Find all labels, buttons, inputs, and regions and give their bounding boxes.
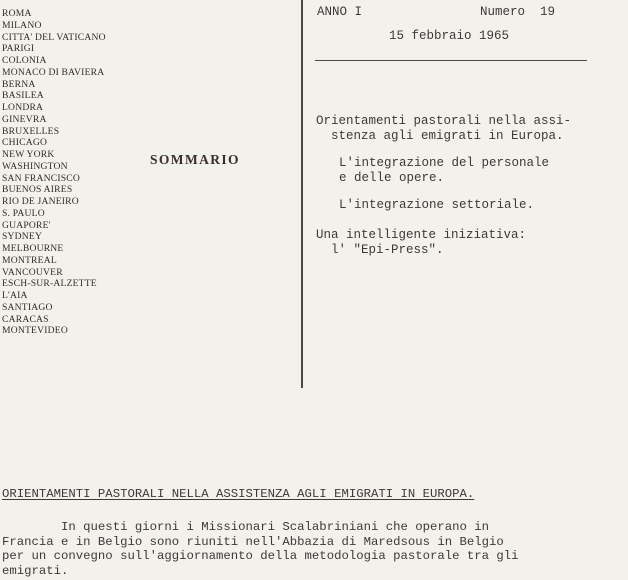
city-item: VANCOUVER	[2, 266, 63, 278]
city-item: CITTA' DEL VATICANO	[2, 31, 106, 43]
city-item: MONTREAL	[2, 254, 57, 266]
city-item: BASILEA	[2, 90, 44, 102]
contents-item: L'integrazione del personale e delle opere.	[339, 156, 550, 185]
city-list	[2, 8, 106, 337]
city-item: CARACAS	[2, 313, 49, 325]
city-item: GUAPORE'	[2, 219, 51, 231]
city-item: ESCH-SUR-ALZETTE	[2, 278, 97, 290]
contents-item: Orientamenti pastorali nella assi- stenza agli emigrati in Europa.	[316, 114, 572, 143]
city-item: S. PAULO	[2, 207, 45, 219]
city-item: BUENOS AIRES	[2, 184, 73, 196]
city-item: ROMA	[2, 8, 32, 19]
city-item: WASHINGTON	[2, 160, 68, 172]
city-item: COLONIA	[2, 55, 47, 66]
city-item: NEW YORK	[2, 149, 55, 160]
sommario-heading: SOMMARIO	[150, 152, 240, 167]
city-item: LONDRA	[2, 102, 44, 113]
body-line: per un convegno sull'aggiornamento della metodologia pastorale tra gli	[2, 549, 519, 564]
header-divider	[315, 60, 587, 61]
city-item: SYDNEY	[2, 231, 43, 243]
city-item: BERNA	[2, 78, 36, 90]
city-item: BRUXELLES	[2, 125, 60, 137]
issue-date: 15 febbraio 1965	[389, 29, 510, 43]
article-title: ORIENTAMENTI PASTORALI NELLA ASSISTENZA AGLI EMIGRATI IN EUROPA.	[2, 487, 475, 501]
article-body	[2, 520, 519, 578]
city-item: PARIGI	[2, 43, 35, 55]
contents-item: Una intelligente iniziativa: l' "Epi-Press".	[316, 228, 527, 257]
contents-item: L'integrazione settoriale.	[339, 198, 535, 212]
issue-number: Numero 19	[480, 5, 556, 19]
city-item: GINEVRA	[2, 113, 47, 125]
city-item: MONTEVIDEO	[2, 325, 68, 337]
city-item: SAN FRANCISCO	[2, 172, 81, 184]
city-item: MONACO DI BAVIERA	[2, 66, 105, 78]
vertical-divider	[301, 0, 303, 388]
body-line: In questi giorni i Missionari Scalabriniani che operano in	[2, 520, 490, 534]
city-item: RIO DE JANEIRO	[2, 196, 79, 207]
city-item: L'AIA	[2, 290, 28, 301]
city-item: CHICAGO	[2, 137, 48, 149]
body-line: Francia e in Belgio sono riuniti nell'Abbazia di Maredsous in Belgio	[2, 534, 504, 549]
body-line: emigrati.	[2, 563, 69, 578]
city-item: SANTIAGO	[2, 301, 53, 313]
city-item: MELBOURNE	[2, 243, 64, 254]
issue-year: ANNO I	[317, 5, 363, 19]
city-item: MILANO	[2, 19, 42, 31]
